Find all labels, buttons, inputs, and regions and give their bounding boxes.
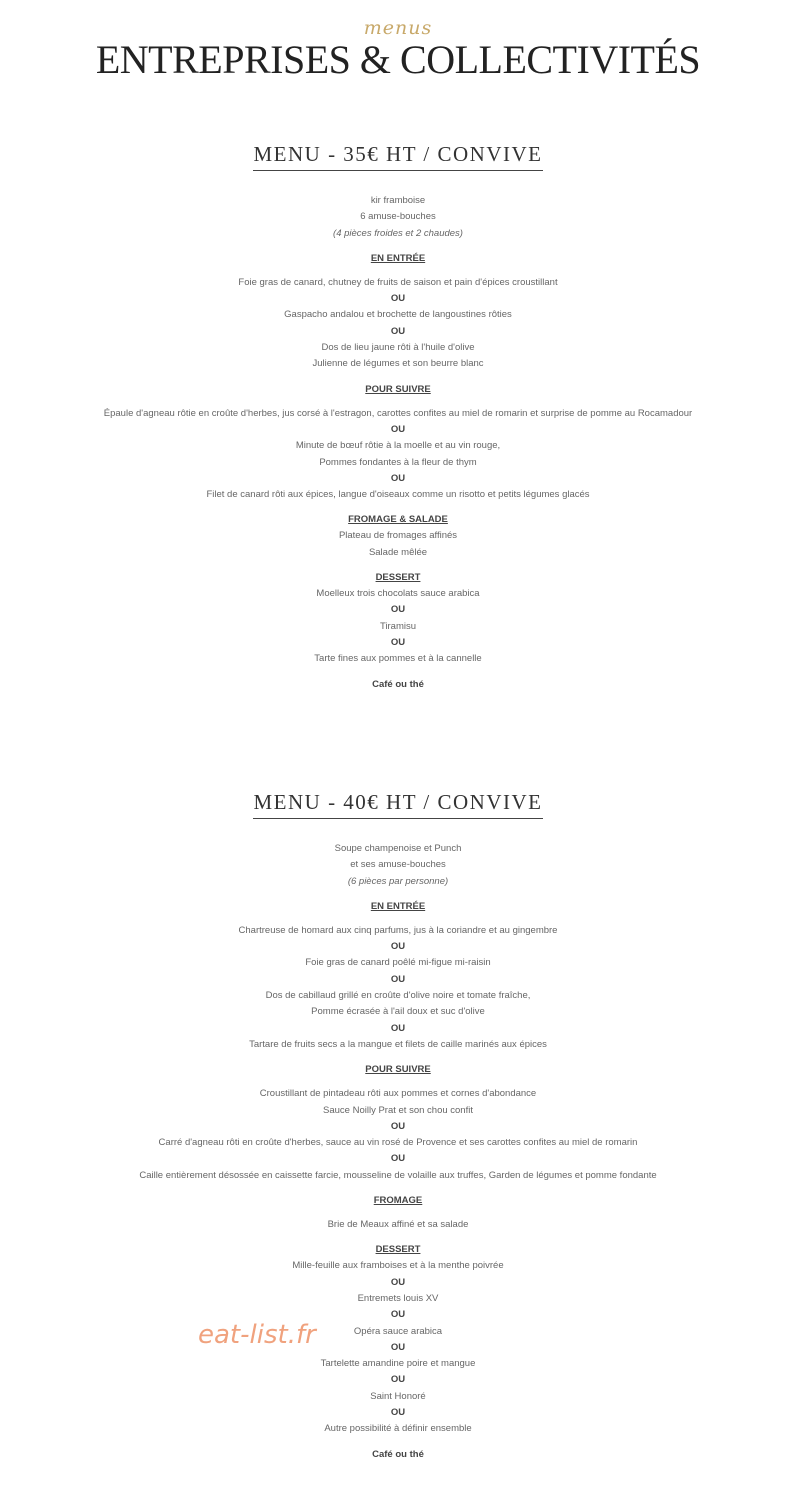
or-separator: OU xyxy=(390,1120,406,1132)
or-separator: OU xyxy=(390,1341,406,1353)
closing-line: Café ou thé xyxy=(372,678,424,690)
dish-line: Julienne de légumes et son beurre blanc xyxy=(312,358,484,370)
page-header xyxy=(0,0,796,80)
menu-title: MENU - 40€ HT / CONVIVE xyxy=(253,790,542,819)
dish-line: Pommes fondantes à la fleur de thym xyxy=(319,456,477,468)
dish-line: Foie gras de canard, chutney de fruits de saison et pain d'épices croustillant xyxy=(238,276,558,288)
dish-line: Saint Honoré xyxy=(370,1390,426,1402)
dish-line: Tartare de fruits secs a la mangue et filets de caille marinés aux épices xyxy=(249,1038,547,1050)
dish-line: Foie gras de canard poêlé mi-figue mi-raisin xyxy=(305,957,491,969)
or-separator: OU xyxy=(390,941,406,953)
or-separator: OU xyxy=(390,1153,406,1165)
or-separator: OU xyxy=(390,1022,406,1034)
dish-line: Gaspacho andalou et brochette de langoustines rôties xyxy=(284,309,512,321)
dish-line: Tartelette amandine poire et mangue xyxy=(320,1358,476,1370)
dish-line: Chartreuse de homard aux cinq parfums, jus à la coriandre et au gingembre xyxy=(238,924,558,936)
or-separator: OU xyxy=(390,604,406,616)
course-heading-suivre: POUR SUIVRE xyxy=(365,1064,431,1076)
course-heading-dessert: DESSERT xyxy=(375,572,421,584)
dish-line: Croustillant de pintadeau rôti aux pommes et cornes d'abondance xyxy=(259,1088,537,1100)
menu-section xyxy=(0,790,796,1463)
or-separator: OU xyxy=(390,1276,406,1288)
dish-line: Opéra sauce arabica xyxy=(353,1325,443,1337)
or-separator: OU xyxy=(390,423,406,435)
or-separator: OU xyxy=(390,973,406,985)
dish-line: Caille entièrement désossée en caissette farcie, mousseline de volaille aux truffes, Garden de légumes et pomme fondante xyxy=(139,1169,657,1181)
or-separator: OU xyxy=(390,293,406,305)
dish-line: Entremets louis XV xyxy=(357,1292,439,1304)
intro-line: kir framboise xyxy=(370,195,426,206)
dish-line: Moelleux trois chocolats sauce arabica xyxy=(316,588,480,600)
or-separator: OU xyxy=(390,1374,406,1386)
dish-line: Tiramisu xyxy=(379,620,417,632)
watermark: eat-list.fr xyxy=(198,1320,316,1350)
dish-line: Filet de canard rôti aux épices, langue d'oiseaux comme un risotto et petits légumes glacés xyxy=(206,489,590,501)
dish-line: Carré d'agneau rôti en croûte d'herbes, sauce au vin rosé de Provence et ses carottes confites au miel de romarin xyxy=(158,1137,638,1149)
dish-line: Mille-feuille aux framboises et à la menthe poivrée xyxy=(292,1260,504,1272)
course-heading-entree: EN ENTRÉE xyxy=(370,900,426,912)
dish-line: Épaule d'agneau rôtie en croûte d'herbes, jus corsé à l'estragon, carottes confites au miel de romarin et surprise de pomme au Rocamadour xyxy=(103,407,693,419)
intro-note: (6 pièces par personne) xyxy=(347,875,449,887)
menus-script-title: menus xyxy=(363,17,433,39)
or-separator: OU xyxy=(390,472,406,484)
or-separator: OU xyxy=(390,325,406,337)
menu-section xyxy=(0,142,796,693)
menu-title: MENU - 35€ HT / CONVIVE xyxy=(253,142,542,171)
dish-line: Brie de Meaux affiné et sa salade xyxy=(327,1219,469,1231)
course-heading-fromage: FROMAGE & SALADE xyxy=(348,514,448,526)
course-heading-entree: EN ENTRÉE xyxy=(370,252,426,264)
dish-line: Salade mêlée xyxy=(368,546,428,558)
intro-line: et ses amuse-bouches xyxy=(350,859,446,871)
or-separator: OU xyxy=(390,1407,406,1419)
intro-line: Soupe champenoise et Punch xyxy=(334,843,462,854)
or-separator: OU xyxy=(390,636,406,648)
closing-line: Café ou thé xyxy=(372,1448,424,1460)
dish-line: Autre possibilité à définir ensemble xyxy=(324,1423,472,1435)
dish-line: Tarte fines aux pommes et à la cannelle xyxy=(314,653,482,665)
intro-note: (4 pièces froides et 2 chaudes) xyxy=(333,227,463,239)
course-heading-suivre: POUR SUIVRE xyxy=(365,383,431,395)
dish-line: Pomme écrasée à l'ail doux et suc d'olive xyxy=(311,1006,485,1018)
dish-line: Plateau de fromages affinés xyxy=(338,530,458,542)
page-title: ENTREPRISES & COLLECTIVITÉS xyxy=(95,37,701,82)
or-separator: OU xyxy=(390,1309,406,1321)
dish-line: Dos de lieu jaune rôti à l'huile d'olive xyxy=(321,342,475,354)
dish-line: Sauce Noilly Prat et son chou confit xyxy=(323,1104,473,1116)
intro-line: 6 amuse-bouches xyxy=(360,211,436,223)
course-heading-fromage: FROMAGE xyxy=(373,1195,423,1207)
course-heading-dessert: DESSERT xyxy=(375,1244,421,1256)
dish-line: Minute de bœuf rôtie à la moelle et au vin rouge, xyxy=(295,440,501,452)
dish-line: Dos de cabillaud grillé en croûte d'olive noire et tomate fraîche, xyxy=(265,990,531,1002)
